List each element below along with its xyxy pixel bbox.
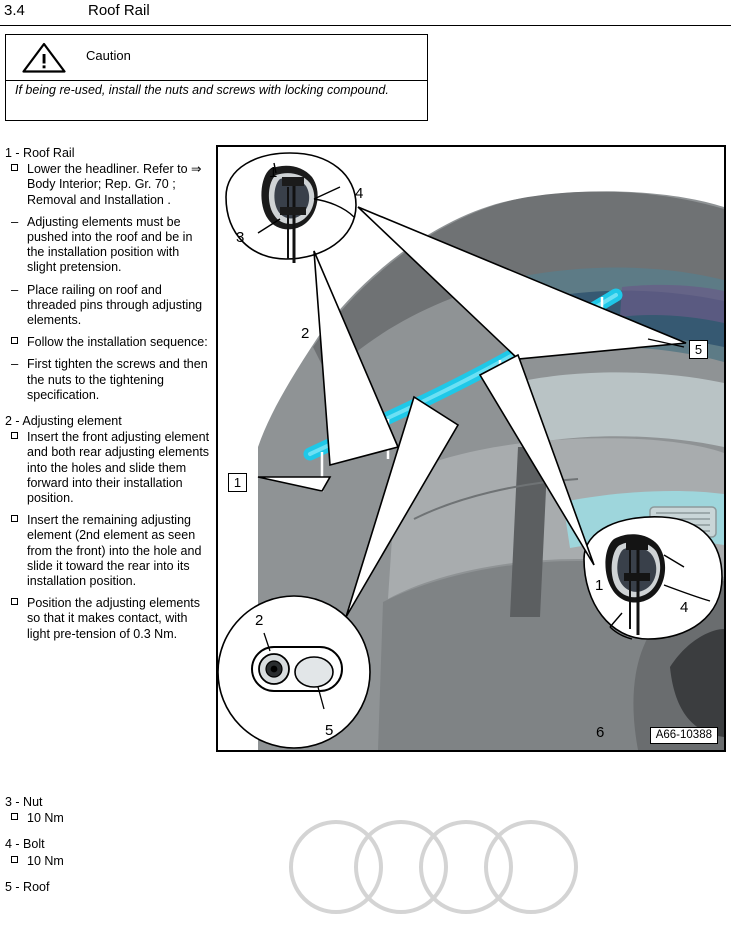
list-item-text: Adjusting elements must be pushed into the roof and be in the installation position with slight pretension. [27,214,193,275]
list-item [2,215,210,276]
parts-list [2,146,210,649]
callout-4-right: 4 [680,599,689,616]
illustration-graphic [218,147,724,750]
list-item-text: 10 Nm [27,811,64,826]
part-1-bullets [2,162,210,403]
square-bullet-icon [11,430,18,445]
callout-5-boxed: 5 [689,340,708,359]
audi-rings-logo [288,812,578,922]
square-bullet-icon [11,854,18,869]
dash-bullet-icon: – [11,213,19,229]
callout-1-right: 1 [595,577,604,594]
callout-3-top: 3 [236,229,245,246]
square-bullet-icon [11,335,18,350]
part-3-bullets [2,811,217,826]
list-item [2,430,210,506]
caution-label: Caution [86,48,131,63]
callout-2-lower: 2 [255,612,264,629]
part-heading-2: 2 - Adjusting element [5,414,122,429]
list-item [2,854,217,869]
list-item [2,513,210,589]
section-number: 3.4 [4,2,25,19]
dash-bullet-icon: – [11,356,19,372]
side-window [518,372,724,447]
list-item-text: Lower the headliner. Refer to ⇒ Body Interior; Rep. Gr. 70 ; Removal and Installation . [27,162,202,207]
list-item [2,357,210,403]
list-item-text: Insert the front adjusting element and both rear adjusting elements into the holes and slide them forward into their installation position. [27,430,210,506]
caution-box [5,34,428,121]
part-heading-4: 4 - Bolt [5,837,45,852]
callout-4-top: 4 [355,185,364,202]
section-title: Roof Rail [88,2,150,19]
callout-2-top: 2 [301,325,310,342]
list-item-text: Place railing on roof and threaded pins through adjusting elements. [27,282,203,328]
caution-header [6,35,427,81]
list-item [2,811,217,826]
callout-6-right: 6 [596,724,605,741]
caution-text: If being re-used, install the nuts and screws with locking compound. [15,83,389,97]
square-bullet-icon [11,596,18,611]
warning-triangle-icon [22,42,66,73]
list-item [2,162,210,208]
list-item [2,335,210,350]
callout-1-boxed: 1 [228,473,247,492]
square-bullet-icon [11,162,18,177]
part-heading-3: 3 - Nut [5,795,43,809]
parts-list-bottom [2,795,217,896]
square-bullet-icon [11,811,18,826]
list-item-text: Position the adjusting elements so that it makes contact, with light pre-tension of 0.3 Nm. [27,596,201,641]
part-2-bullets [2,430,210,642]
part-4-bullets [2,854,217,869]
roof-rail-illustration [216,145,726,752]
callout-5-lower: 5 [325,722,334,739]
list-item-text: Follow the installation sequence: [27,335,208,350]
list-item [2,283,210,329]
list-item-text: 10 Nm [27,853,64,868]
dash-bullet-icon: – [11,281,19,297]
list-item-text: First tighten the screws and then the nuts to the tightening specification. [27,357,208,402]
part-heading-5: 5 - Roof [5,879,50,894]
page-header [0,0,731,26]
list-item-text: Insert the remaining adjusting element (2nd element as seen from the front) into the hole and slide it toward the rear into its installation position. [27,513,202,589]
part-heading-1: 1 - Roof Rail [5,146,75,160]
list-item [2,596,210,642]
square-bullet-icon [11,513,18,528]
callout-1-top: 1 [269,164,278,181]
figure-part-number: A66-10388 [650,727,718,744]
